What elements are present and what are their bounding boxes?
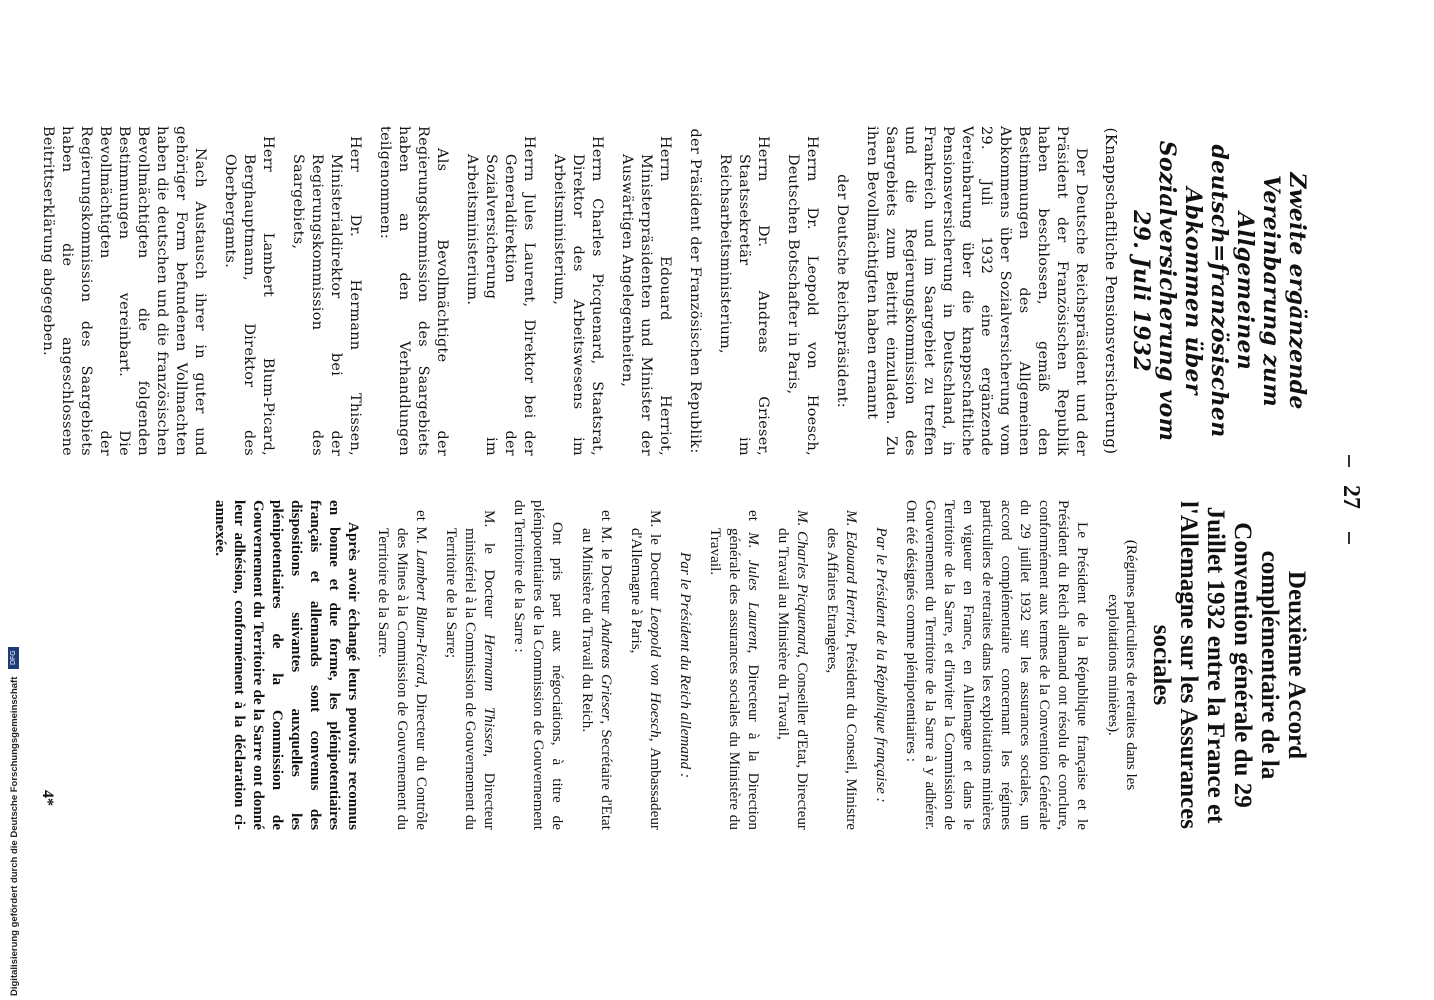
- french-paragraph: Le Président de la République française et le Président du Reich allemand ont résolu de conclure, conformément aux termes de la Convention Générale du 29 juillet 1932 sur les assurances sociales, un accord complémentaire concernant les régimes particuliers de retraites dans les exploitations minières en vigueur en France, en Allemagne et dans le Territoire de la Sarre, et d'inviter la Commission de Gouvernement du Territoire de la Sarre à y adhérer. Ont été désignés comme plénipotentiaires :: [903, 500, 1091, 830]
- dfg-logo: DFG: [8, 647, 19, 669]
- german-title: Zweite ergänzende Vereinbarung zum Allgemeinen deutsch=französischen Abkommen über Sozialversicherung vom 29. Juli 1932: [1128, 140, 1310, 442]
- french-paragraph: [706, 500, 763, 830]
- german-paragraph: Herr Lambert Blum-Picard, Berghauptmann, Direktor des Oberbergamts.: [222, 136, 276, 456]
- person-role: , Ambassadeur d'Allemagne à Paris,: [628, 528, 664, 830]
- french-paragraph: [627, 500, 665, 830]
- german-paragraph: Herrn Dr. Leopold von Hoesch, Deutschen Botschafter in Paris,: [785, 136, 820, 456]
- german-paragraph: der Präsident der Französischen Republik:: [687, 128, 703, 454]
- german-paragraph: Herrn Charles Picquenard, Staatsrat, Direktor des Arbeitswesens im Arbeitsministerium,: [551, 136, 605, 456]
- prefix: et M. le Docteur: [598, 510, 615, 619]
- prefix: et: [745, 510, 762, 533]
- french-paragraph: [442, 500, 499, 830]
- person-name: Lambert Blum-Picard: [413, 549, 430, 685]
- person-role: , Directeur ministériel à la Commission de Gouvernement du Territoire de la Sarre;: [443, 528, 498, 831]
- person-name: M. Jules Laurent: [745, 532, 762, 650]
- french-paragraph: [823, 500, 861, 830]
- header-dash-left: [1348, 455, 1350, 467]
- german-paragraph: Herrn Jules Laurent, Direktor bei der Generaldirektion der Sozialversicherung im Arbeitsministerium.: [464, 136, 537, 456]
- german-paragraph: Als Bevollmächtigte der Regierungskommission des Saargebiets haben an den Verhandlungen teilgenommen:: [377, 126, 450, 456]
- french-paragraph: [578, 500, 616, 830]
- french-subtitle: (Régimes particuliers de retraites dans les exploitations minières).: [1105, 539, 1139, 791]
- german-paragraph: Herr Dr. Hermann Thissen, Ministerialdirektor bei der Regierungskommission des Saargebiets,: [290, 136, 363, 456]
- german-paragraph: der Deutsche Reichspräsident:: [834, 174, 850, 408]
- header-dash-right: [1348, 532, 1350, 544]
- person-name: Hermann Thissen: [481, 633, 498, 754]
- prefix: et M.: [413, 510, 430, 550]
- french-paragraph: Par le Président du Reich allemand :: [677, 551, 694, 779]
- person-name: Andreas Grieser: [598, 618, 615, 721]
- french-paragraph: [374, 500, 431, 830]
- person-name: Leopold von Hoesch: [647, 607, 664, 738]
- french-paragraph: Par le Président de la République française :: [873, 527, 890, 803]
- french-title: Deuxième Accord complémentaire de la Convention générale du 29 Juillet 1932 entre la France et l'Allemagne sur les Assurances sociales: [1148, 500, 1310, 829]
- french-column: [200, 500, 1310, 830]
- person-role: , Directeur du Contrôle des Mines à la Commission de Gouvernement du Territoire de la Sarre.: [375, 528, 430, 830]
- person-role: , Conseiller d'Etat, Directeur du Travail au Ministère du Travail,: [775, 528, 811, 830]
- person-name: M. Charles Picquenard: [794, 510, 811, 655]
- prefix: M. le Docteur: [647, 510, 664, 608]
- french-paragraph: Ont pris part aux négociations, à titre de plénipotentiaires de la Commission de Gouvernement du Territoire de la Sarre :: [511, 500, 566, 830]
- french-paragraph: Après avoir échangé leurs pouvoirs reconnus en bonne et due forme, les plénipotentiaires français et allemands sont convenus des dispositions suivantes auxquelles les plénipotentiaires de la Commission de Gouvernement du Territoire de la Sarre ont donné leur adhésion, conformément à la déclaration ci-annexée.: [212, 500, 362, 830]
- person-name: M. Edouard Herriot: [843, 510, 860, 635]
- prefix: M. le Docteur: [481, 510, 498, 634]
- person-role: , Directeur à la Direction générale des assurances sociales du Ministère du Travail.: [707, 528, 762, 830]
- person-role: , Président du Conseil, Ministre des Affaires Etrangères,: [824, 528, 860, 830]
- signature-mark: 4*: [39, 790, 56, 806]
- page-number: 27: [1338, 485, 1364, 509]
- german-paragraph: Herrn Edouard Herriot, Ministerpräsidenten und Minister der Auswärtigen Angelegenheiten,: [619, 136, 673, 456]
- german-subtitle: (Knappschaftliche Pensionsversicherung): [1102, 127, 1120, 455]
- person-role: , Secrétaire d'Etat au Ministère du Travail du Reich.: [579, 528, 615, 830]
- french-paragraph: [774, 500, 812, 830]
- german-paragraph: Herrn Dr. Andreas Grieser, Staatssekretär im Reichsarbeitsministerium,: [717, 136, 771, 456]
- german-paragraph: Der Deutsche Reichspräsident und der Präsident der Französischen Republik haben beschlossen, gemäß den Bestimmungen des Allgemeinen Abkommens über Sozialversicherung vom 29. Juli 1932 eine ergänzende Vereinbarung über die knappschaftliche Pensionsversicherung in Deutschland, in Frankreich und im Saargebiet zu treffen und die Regierungskommission des Saargebiets zum Beitritt einzuladen. Zu ihren Bevollmächtigten haben ernannt: [864, 126, 1089, 456]
- credit-text: Digitalisierung gefördert durch die Deutsche Forschungsgemeinschaft: [9, 676, 20, 996]
- german-column: [27, 126, 1310, 456]
- german-paragraph: Nach Austausch ihrer in guter und gehöriger Form befundenen Vollmachten haben die deutschen und die französischen Bevollmächtigten die folgenden Bestimmungen vereinbart. Die Bevollmächtigten der Regierungskommission des Saargebiets haben die angeschlossene Beitrittserklärung abgegeben.: [40, 126, 208, 456]
